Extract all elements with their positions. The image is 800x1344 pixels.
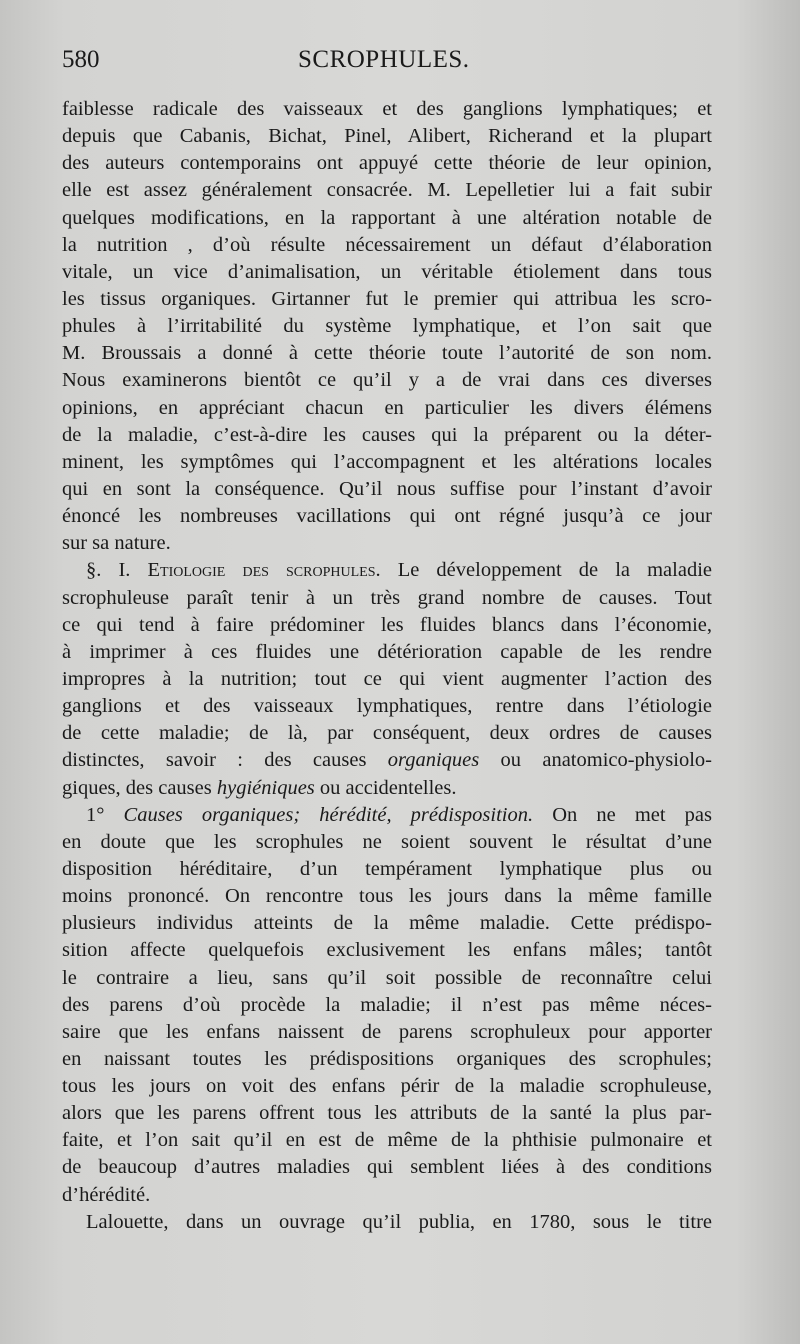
text-line: alors que les parens offrent tous les attributs de la santé la plus par- xyxy=(62,1102,712,1125)
subsection-first-line xyxy=(62,802,712,829)
text-line: en doute que les scrophules ne soient souvent le résultat d’une xyxy=(62,830,712,853)
italic-term: hygiéniques xyxy=(216,776,315,799)
subsection-title: Causes organiques; hérédité, prédisposition. xyxy=(104,803,534,826)
text-line: des parens d’où procède la maladie; il n’est pas même néces- xyxy=(62,993,712,1016)
text-run: On ne met pas xyxy=(533,803,712,826)
section-first-line xyxy=(62,557,712,584)
text-line: plusieurs individus atteints de la même maladie. Cette prédispo- xyxy=(62,912,712,935)
text-line: ce qui tend à faire prédominer les fluides blancs dans l’économie, xyxy=(62,613,712,636)
page-body xyxy=(62,96,712,1236)
section-heading: §. I. Etiologie des scrophules. xyxy=(86,559,381,582)
text-line: depuis que Cabanis, Bichat, Pinel, Alibert, Richerand et la plupart xyxy=(62,125,712,148)
text-line: vitale, un vice d’animalisation, un véritable étiolement dans tous xyxy=(62,260,712,283)
text-line: impropres à la nutrition; tout ce qui vient augmenter l’action des xyxy=(62,667,712,690)
text-line: saire que les enfans naissent de parens scrophuleux pour apporter xyxy=(62,1020,712,1043)
text-line: les tissus organiques. Girtanner fut le premier qui attribua les scro- xyxy=(62,287,712,310)
text-line: ganglions et des vaisseaux lymphatiques, rentre dans l’étiologie xyxy=(62,695,712,718)
italic-term: organiques xyxy=(387,749,480,772)
text-line: Lalouette, dans un ouvrage qu’il publia, en 1780, sous le titre xyxy=(86,1210,712,1233)
text-line: qui en sont la conséquence. Qu’il nous suffise pour l’instant d’avoir xyxy=(62,477,712,500)
text-line: faiblesse radicale des vaisseaux et des ganglions lymphatiques; et xyxy=(62,98,712,120)
text-line: à imprimer à ces fluides une détérioration capable de les rendre xyxy=(62,640,712,663)
text-line: disposition héréditaire, d’un tempérament lymphatique plus ou xyxy=(62,857,712,880)
text-line: la nutrition , d’où résulte nécessairement un défaut d’élaboration xyxy=(62,233,712,256)
text-line: énoncé les nombreuses vacillations qui ont régné jusqu’à ce jour xyxy=(62,505,712,528)
text-line: M. Broussais a donné à cette théorie toute l’autorité de son nom. xyxy=(62,342,712,365)
text-line: le contraire a lieu, sans qu’il soit possible de reconnaître celui xyxy=(62,966,712,989)
text-line xyxy=(62,775,712,802)
text-line: faite, et l’on sait qu’il en est de même de la phthisie pulmonaire et xyxy=(62,1129,712,1152)
subsection-number: 1° xyxy=(86,803,105,826)
text-line: minent, les symptômes qui l’accompagnent et les altérations locales xyxy=(62,450,712,473)
text-line: quelques modifications, en la rapportant à une altération notable de xyxy=(62,206,712,229)
text-line: de beaucoup d’autres maladies qui semblent liées à des conditions xyxy=(62,1156,712,1179)
text-run: ou accidentelles. xyxy=(314,776,457,799)
text-line: de cette maladie; de là, par conséquent, deux ordres de causes xyxy=(62,722,712,745)
text-run: distinctes, savoir : des causes xyxy=(62,749,388,772)
text-line: en naissant toutes les prédispositions organiques des scrophules; xyxy=(62,1047,712,1070)
page-number: 580 xyxy=(62,46,100,73)
text-run: giques, des causes xyxy=(62,776,217,799)
text-line: sition affecte quelquefois exclusivement les enfans mâles; tantôt xyxy=(62,939,712,962)
text-line: moins prononcé. On rencontre tous les jours dans la même famille xyxy=(62,885,712,908)
text-line xyxy=(62,747,712,774)
text-line: scrophuleuse paraît tenir à un très grand nombre de causes. Tout xyxy=(62,586,712,609)
text-run: ou anatomico-physiolo- xyxy=(479,749,712,772)
text-line: opinions, en appréciant chacun en particulier les divers élémens xyxy=(62,396,712,419)
text-line: Nous examinerons bientôt ce qu’il y a de vrai dans ces diverses xyxy=(62,369,712,392)
text-line: des auteurs contemporains ont appuyé cette théorie de leur opinion, xyxy=(62,152,712,175)
text-line: sur sa nature. xyxy=(62,532,171,555)
text-line: de la maladie, c’est-à-dire les causes qui la préparent ou la déter- xyxy=(62,423,712,446)
text-line: d’hérédité. xyxy=(62,1183,151,1206)
text-line: phules à l’irritabilité du système lymphatique, et l’on sait que xyxy=(62,315,712,338)
text-line: elle est assez généralement consacrée. M. Lepelletier lui a fait subir xyxy=(62,179,712,202)
text-line: tous les jours on voit des enfans périr de la maladie scrophuleuse, xyxy=(62,1075,712,1098)
page-header xyxy=(62,46,712,80)
running-title: SCROPHULES. xyxy=(298,46,470,73)
section-text: Le développement de la maladie xyxy=(380,559,712,582)
